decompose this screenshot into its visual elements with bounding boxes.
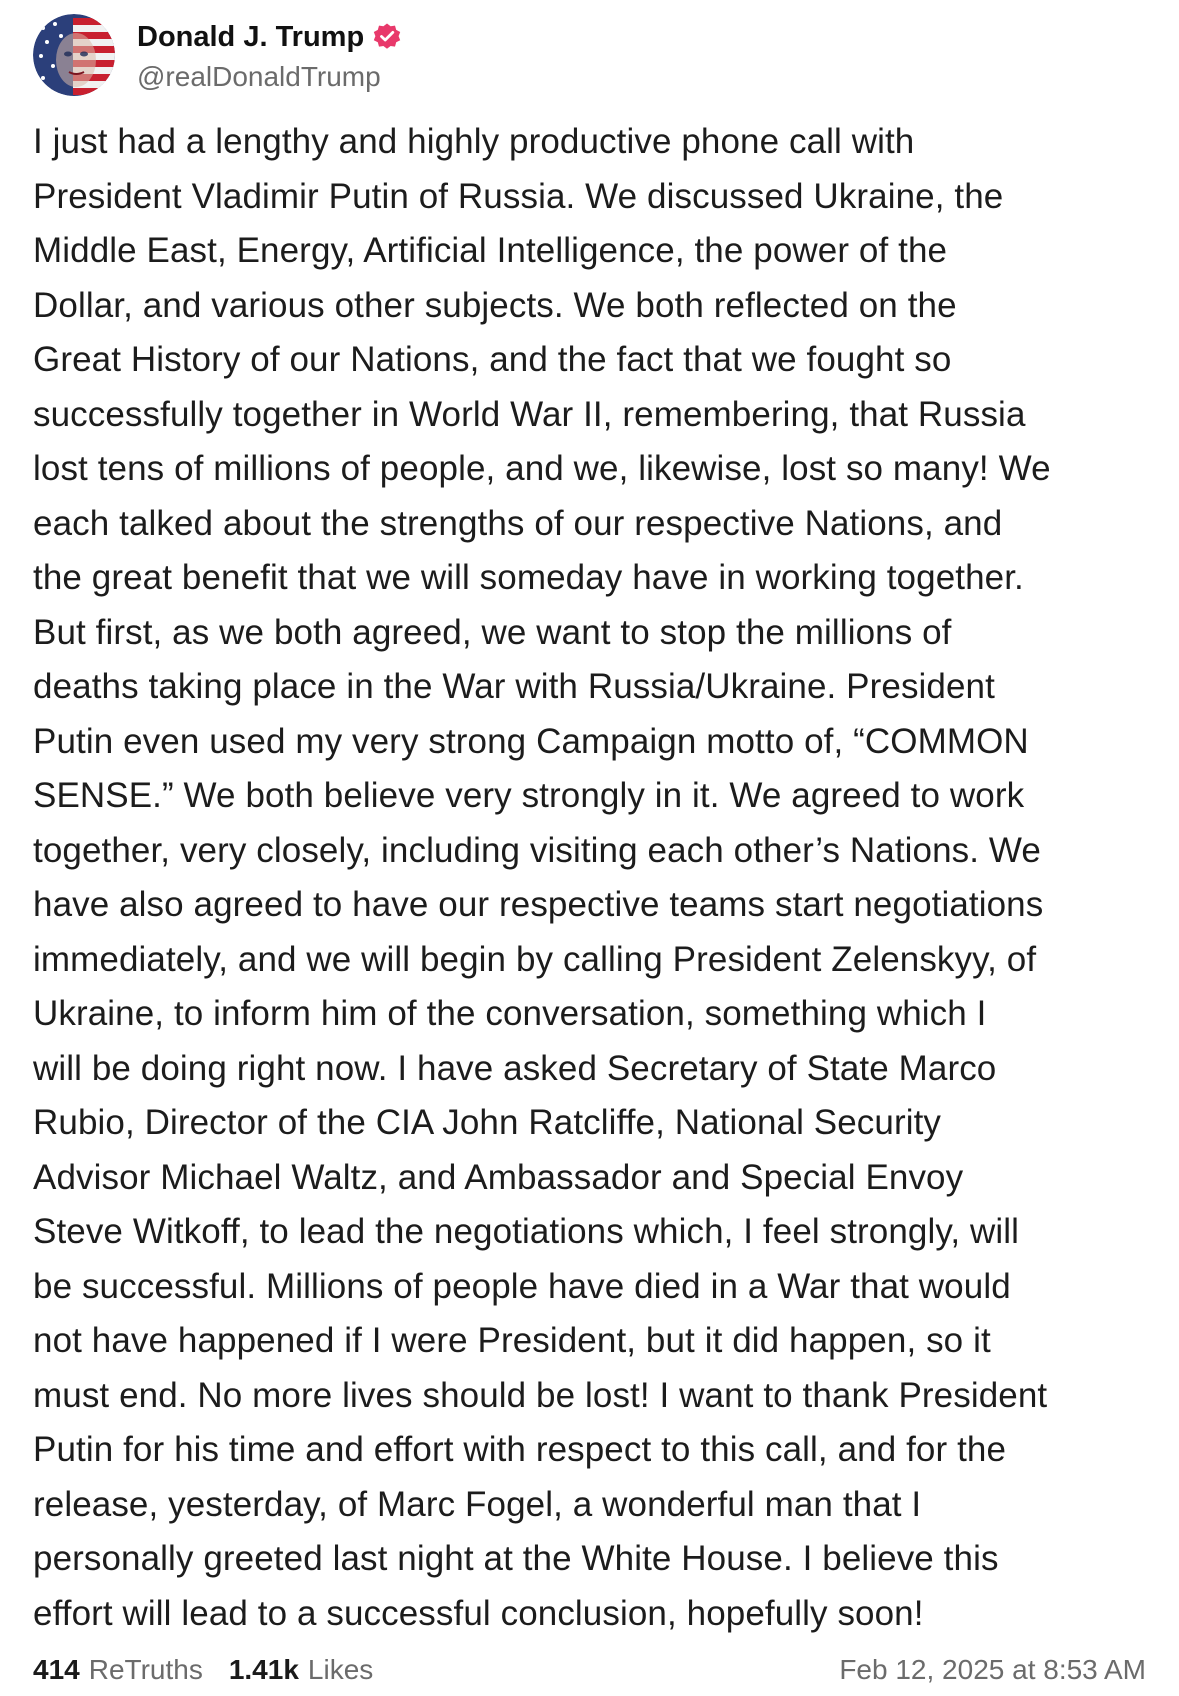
likes-label: Likes [307,1654,374,1685]
post-header [33,14,402,96]
avatar[interactable] [33,14,115,96]
post-timestamp[interactable]: Feb 12, 2025 at 8:53 AM [839,1654,1146,1685]
post-footer [33,1650,1146,1690]
retruths-count: 414 [33,1654,80,1685]
author-identity [137,17,402,93]
likes-stat[interactable] [229,1654,373,1686]
american-flag-portrait-avatar-icon [33,14,115,96]
post-body-text: I just had a lengthy and highly productive phone call with President Vladimir Putin of Russia. We discussed Ukraine, the Middle East, Energy, Artificial Intelligence, the power of the Dollar, and various other subjects. We both reflected on the Great History of our Nations, and the fact that we fought so successfully together in World War II, remembering, that Russia lost tens of millions of people, and we, likewise, lost so many! We each talked about the strengths of our respective Nations, and the great benefit that we will someday have in working together. But first, as we both agreed, we want to stop the millions of deaths taking place in the War with Russia/Ukraine. President Putin even used my very strong Campaign motto of, “COMMON SENSE.” We both believe very strongly in it. We agreed to work together, very closely, including visiting each other’s Nations. We have also agreed to have our respective teams start negotiations immediately, and we will begin by calling President Zelenskyy, of Ukraine, to inform him of the conversation, something which I will be doing right now. I have asked Secretary of State Marco Rubio, Director of the CIA John Ratcliffe, National Security Advisor Michael Waltz, and Ambassador and Special Envoy Steve Witkoff, to lead the negotiations which, I feel strongly, will be successful. Millions of people have died in a War that would not have happened if I were President, but it did happen, so it must end. No more lives should be lost! I want to thank President Putin for his time and effort with respect to this call, and for the release, yesterday, of Marc Fogel, a wonderful man that I personally greeted last night at the White House. I believe this effort will lead to a successful conclusion, hopefully soon! [33,122,1051,1633]
author-handle[interactable]: @realDonaldTrump [137,61,381,92]
author-name-row [137,17,402,57]
author-display-name[interactable]: Donald J. Trump [137,20,365,53]
retruths-stat[interactable] [33,1654,203,1686]
verified-badge-icon [372,22,402,52]
likes-count: 1.41k [228,1654,299,1685]
retruths-label: ReTruths [88,1654,203,1685]
